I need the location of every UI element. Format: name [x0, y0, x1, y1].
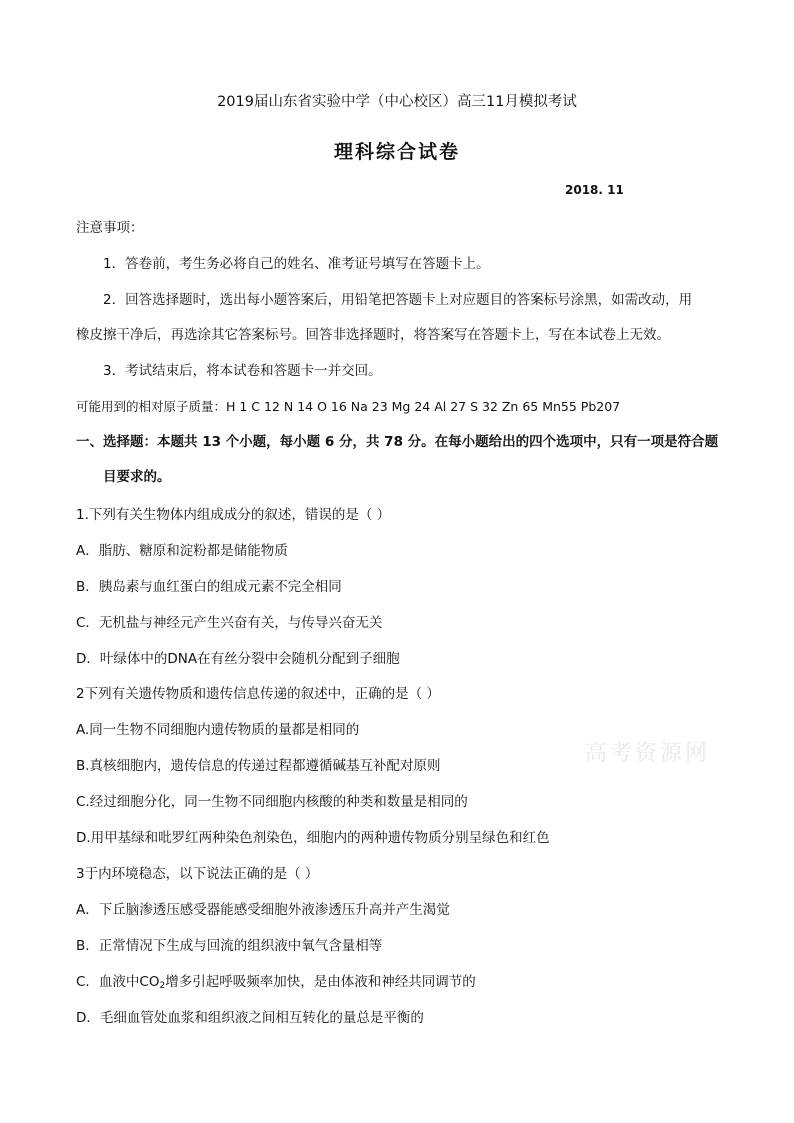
- section-1-heading-line-1: 一、选择题：本题共 13 个小题，每小题 6 分，共 78 分。在每小题给出的四个选项中，只有一项是符合题: [76, 434, 719, 450]
- paper-title: 理科综合试卷: [333, 141, 460, 163]
- question-1-option-b: B．胰岛素与血红蛋白的组成元素不完全相同: [76, 579, 342, 595]
- question-2-stem: 2下列有关遗传物质和遗传信息传递的叙述中，正确的是（ ）: [76, 686, 440, 702]
- notice-heading: 注意事项：: [76, 220, 144, 236]
- question-1-option-d: D．叶绿体中的DNA在有丝分裂中会随机分配到子细胞: [76, 651, 400, 667]
- question-3-option-c: [76, 972, 476, 996]
- question-3-stem: 3于内环境稳态，以下说法正确的是（ ）: [76, 866, 319, 882]
- notice-item-3: 3．考试结束后，将本试卷和答题卡一并交回。: [103, 363, 382, 379]
- question-3-option-c-before: C．血液中CO: [76, 974, 160, 990]
- watermark: 高考资源网: [585, 741, 711, 766]
- question-1-stem: 1.下列有关生物体内组成成分的叙述，错误的是（ ）: [76, 507, 391, 523]
- question-1-option-c: C．无机盐与神经元产生兴奋有关，与传导兴奋无关: [76, 615, 383, 631]
- question-3-option-b: B．正常情况下生成与回流的组织液中氧气含量相等: [76, 938, 383, 954]
- question-3-option-a: A．下丘脑渗透压感受器能感受细胞外液渗透压升高并产生渴觉: [76, 902, 450, 918]
- question-3-option-d: D．毛细血管处血浆和组织液之间相互转化的量总是平衡的: [76, 1010, 424, 1026]
- notice-item-2-line-1: 2．回答选择题时，选出每小题答案后，用铅笔把答题卡上对应题目的答案标号涂黑，如需改动，用: [103, 292, 693, 308]
- question-3-option-c-after: 增多引起呼吸频率加快，是由体液和神经共同调节的: [165, 974, 476, 990]
- atomic-masses: 可能用到的相对原子质量：H 1 C 12 N 14 O 16 Na 23 Mg 24 Al 27 S 32 Zn 65 Mn55 Pb207: [76, 399, 621, 414]
- section-1-heading-line-2: 目要求的。: [103, 469, 171, 485]
- exam-name: 2019届山东省实验中学（中心校区）高三11月模拟考试: [217, 94, 577, 110]
- question-2-option-c: C.经过细胞分化，同一生物不同细胞内核酸的种类和数量是相同的: [76, 794, 468, 810]
- notice-item-2-line-2: 橡皮擦干净后，再选涂其它答案标号。回答非选择题时，将答案写在答题卡上，写在本试卷上无效。: [76, 327, 670, 343]
- question-1-option-a: A．脂肪、糖原和淀粉都是储能物质: [76, 543, 288, 559]
- question-2-option-a: A.同一生物不同细胞内遗传物质的量都是相同的: [76, 722, 360, 738]
- question-2-option-d: D.用甲基绿和吡罗红两种染色剂染色，细胞内的两种遗传物质分别呈绿色和红色: [76, 830, 550, 846]
- notice-item-1: 1．答卷前，考生务必将自己的姓名、准考证号填写在答题卡上。: [103, 256, 490, 272]
- exam-date: 2018. 11: [565, 183, 624, 197]
- question-3-option-c-subscript: 2: [159, 981, 166, 991]
- question-2-option-b: B.真核细胞内，遗传信息的传递过程都遵循碱基互补配对原则: [76, 758, 441, 774]
